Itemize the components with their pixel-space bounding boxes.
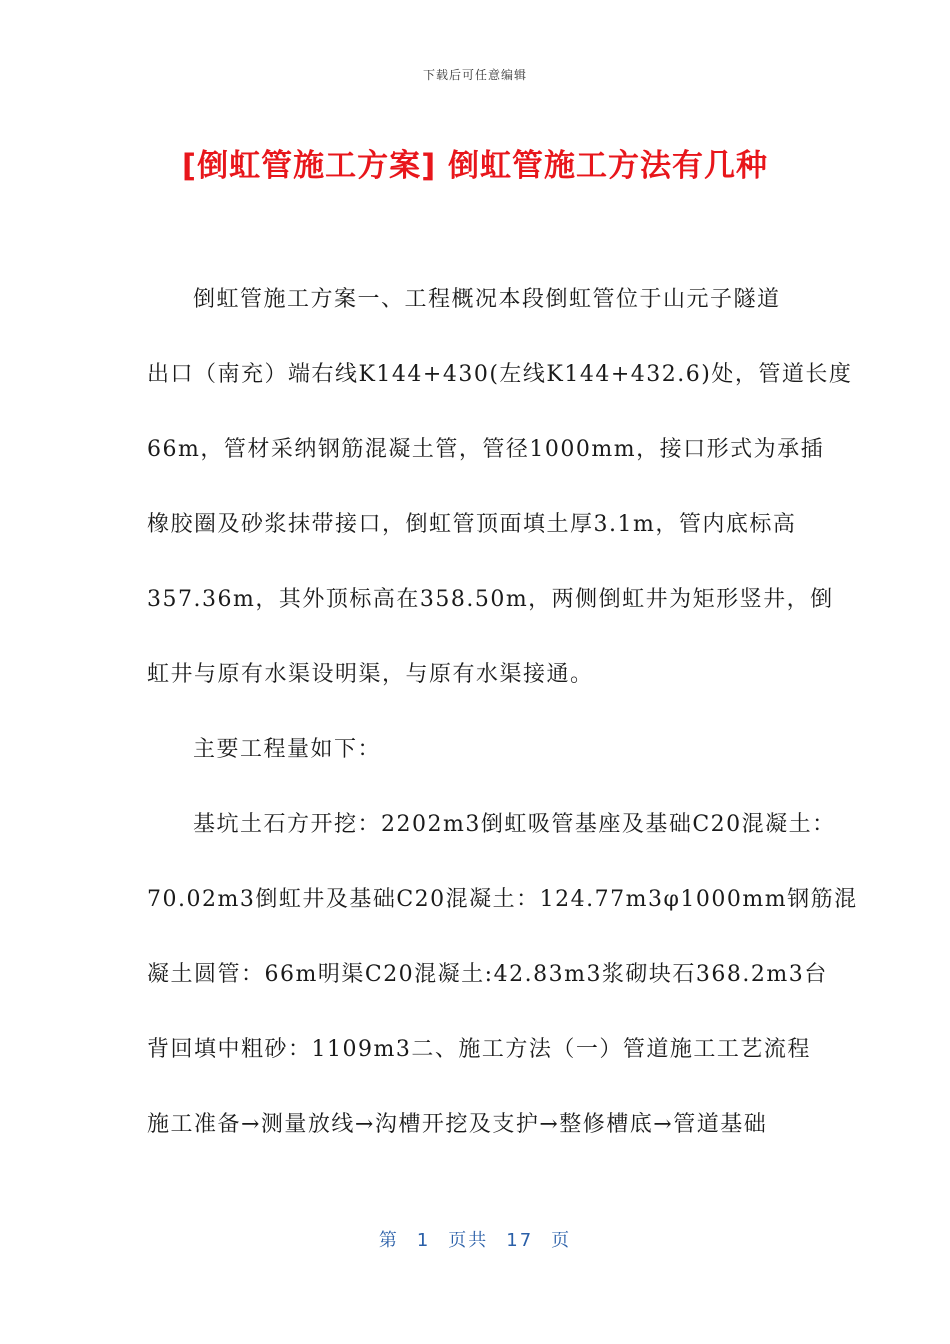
page-label: 第 bbox=[378, 1230, 399, 1251]
text-line: 出口（南充）端右线K144+430(左线K144+432.6)处，管道长度 bbox=[147, 362, 853, 387]
text-line: 主要工程量如下： bbox=[193, 737, 382, 762]
page-number: 1 bbox=[416, 1230, 431, 1251]
text-line: 倒虹管施工方案一、工程概况本段倒虹管位于山元子隧道 bbox=[193, 287, 781, 312]
text-line: 357.36m，其外顶标高在358.50m，两侧倒虹井为矩形竖井，倒 bbox=[147, 587, 834, 612]
text-line: 基坑土石方开挖：2202m3倒虹吸管基座及基础C20混凝土： bbox=[193, 812, 836, 837]
text-line: 66m，管材采纳钢筋混凝土管，管径1000mm，接口形式为承插 bbox=[147, 437, 825, 462]
document-title: [倒虹管施工方案] 倒虹管施工方法有几种 bbox=[181, 148, 769, 184]
total-label: 页共 bbox=[448, 1230, 489, 1251]
paragraph-quantities-heading bbox=[147, 712, 807, 787]
document-body bbox=[147, 262, 858, 1162]
page-footer bbox=[0, 1226, 950, 1252]
total-pages: 17 bbox=[506, 1230, 534, 1251]
end-label: 页 bbox=[551, 1230, 572, 1251]
text-line: 70.02m3倒虹井及基础C20混凝土：124.77m3φ1000mm钢筋混 bbox=[147, 887, 858, 912]
text-line: 橡胶圈及砂浆抹带接口，倒虹管顶面填土厚3.1m，管内底标高 bbox=[147, 512, 797, 537]
text-line: 施工准备→测量放线→沟槽开挖及支护→整修槽底→管道基础 bbox=[147, 1112, 768, 1137]
header-note: 下载后可任意编辑 bbox=[422, 68, 527, 82]
text-line: 虹井与原有水渠设明渠，与原有水渠接通。 bbox=[147, 662, 594, 687]
text-line: 凝土圆管：66m明渠C20混凝土:42.83m3浆砌块石368.2m3台 bbox=[147, 962, 828, 987]
paragraph-quantities-list bbox=[147, 787, 858, 1162]
paragraph-project-overview bbox=[147, 262, 853, 712]
text-line: 背回填中粗砂：1109m3二、施工方法（一）管道施工工艺流程 bbox=[147, 1037, 811, 1062]
